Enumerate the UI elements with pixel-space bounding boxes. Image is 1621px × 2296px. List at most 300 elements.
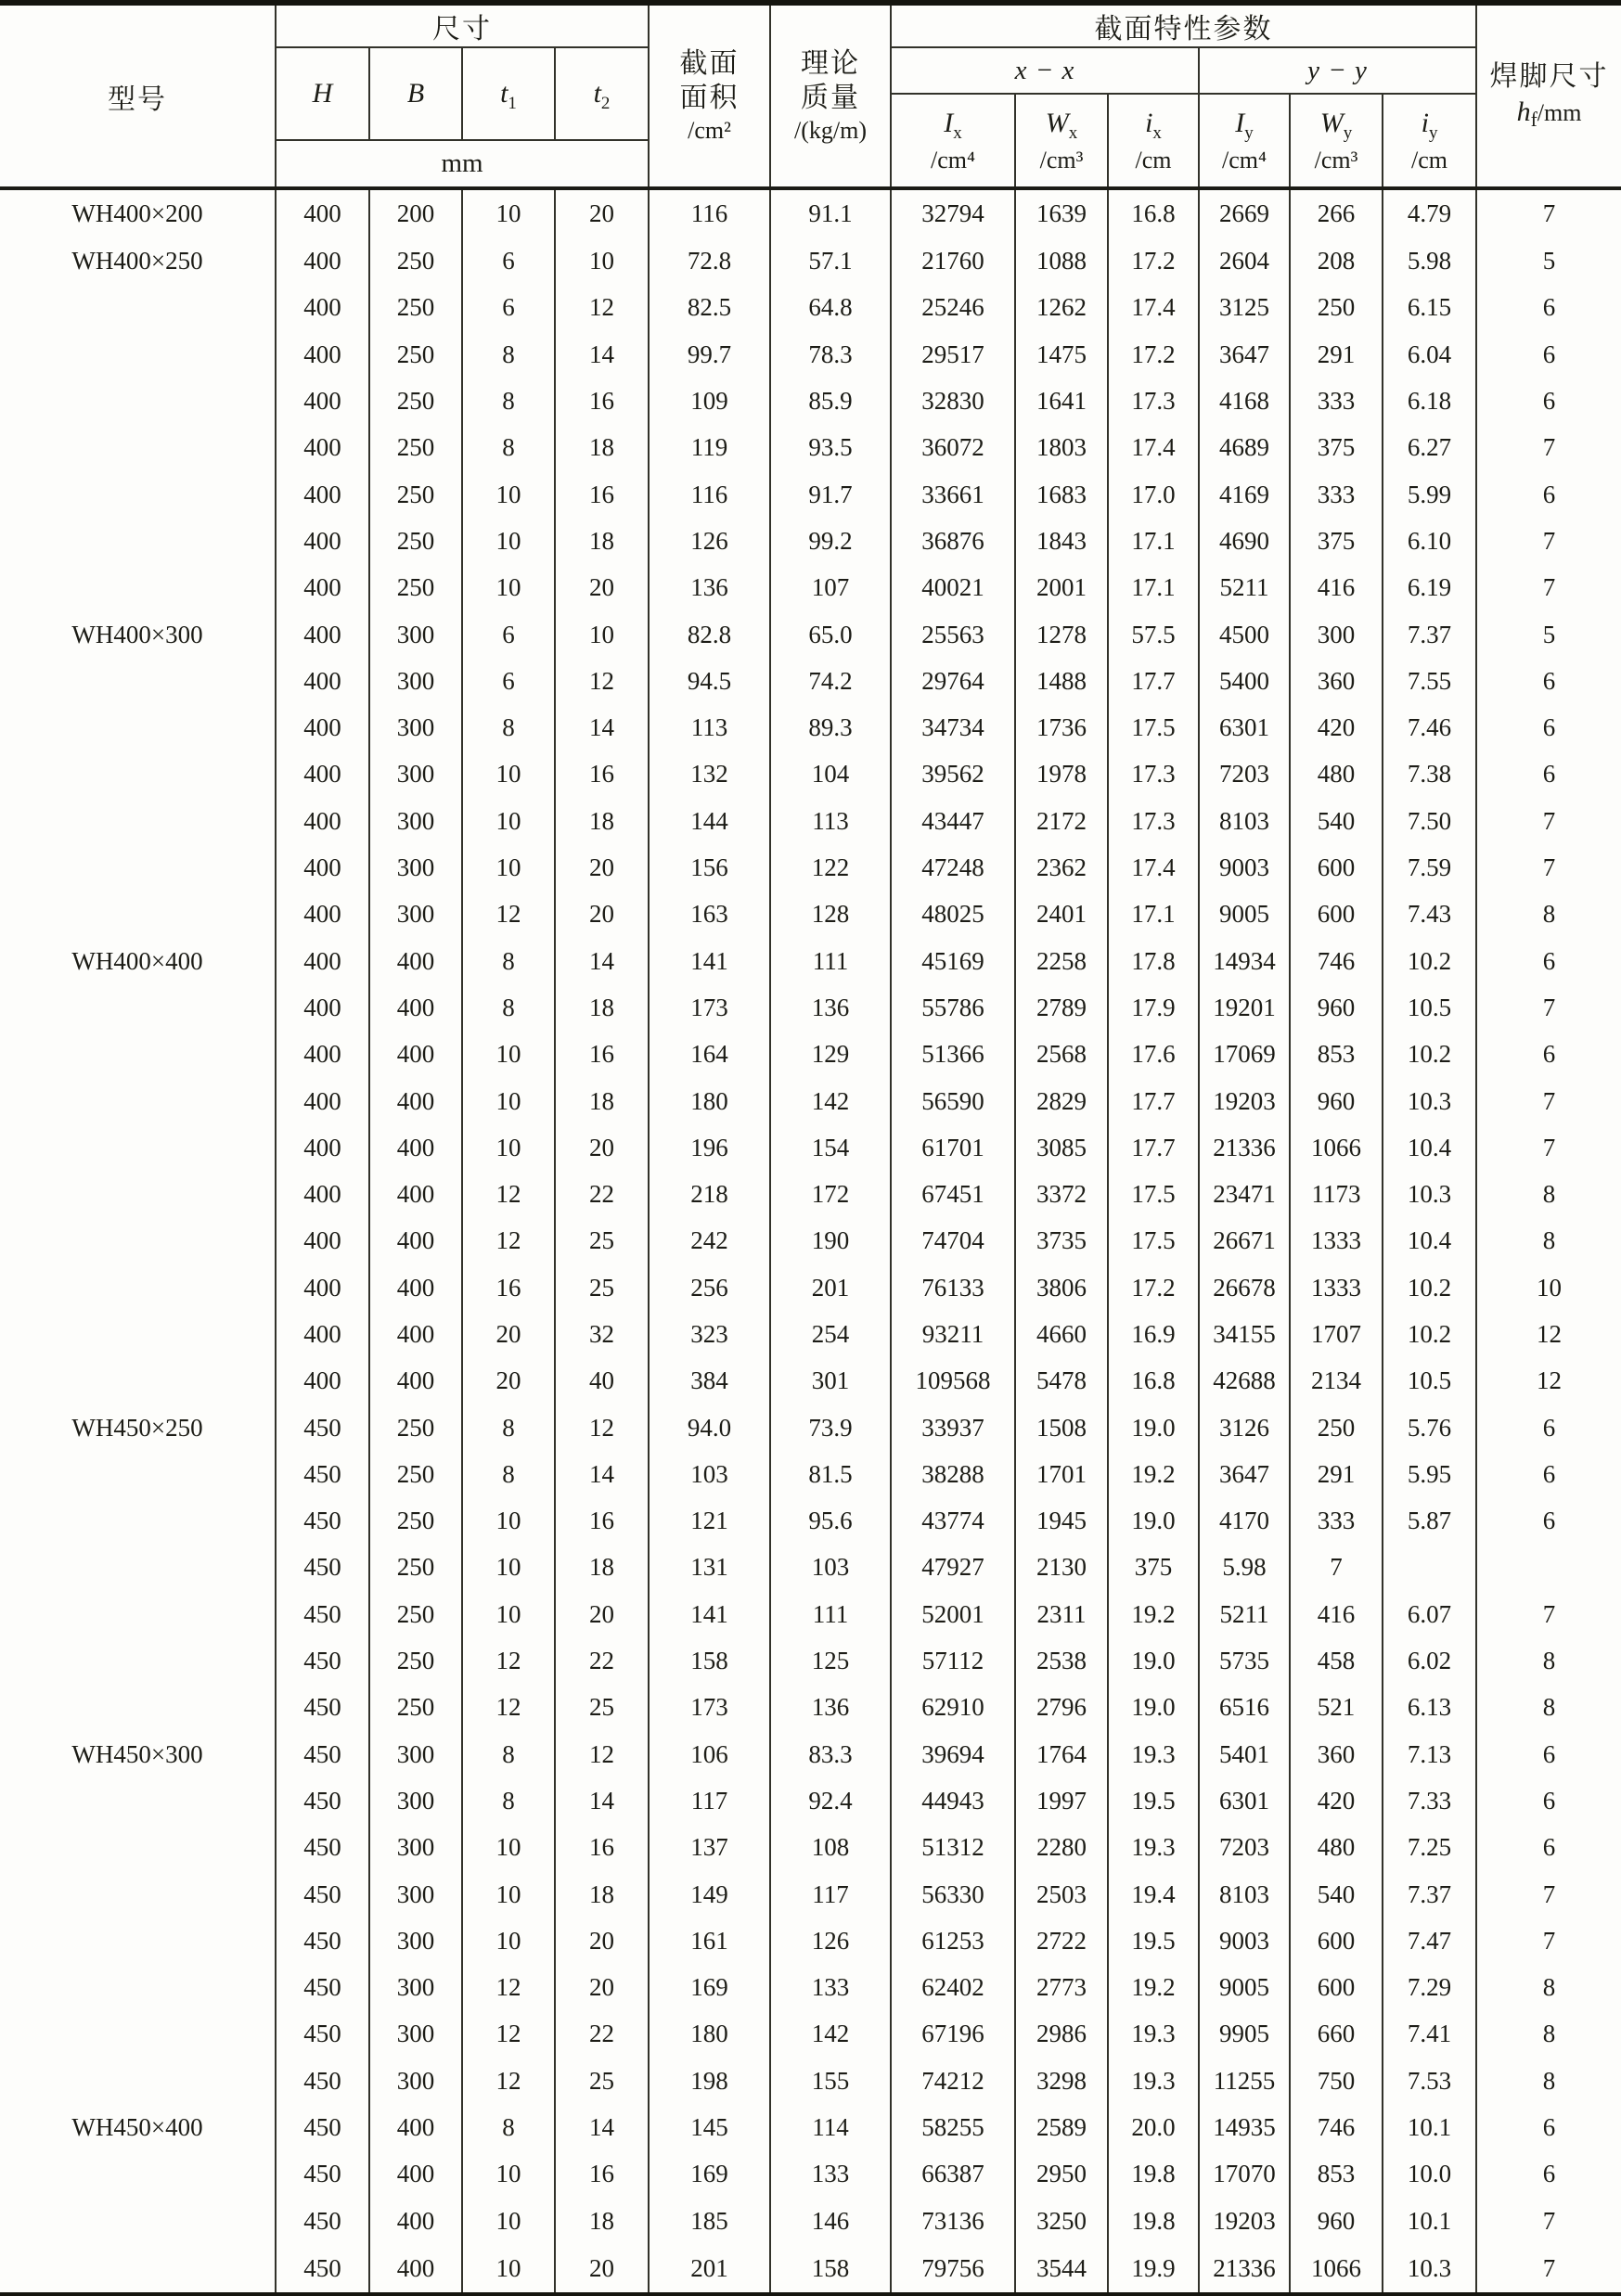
cell-t1: 8 bbox=[462, 938, 555, 984]
cell-Wy: 250 bbox=[1290, 1405, 1383, 1451]
cell-t1: 10 bbox=[462, 1545, 555, 1591]
cell-Iy: 5.98 bbox=[1199, 1545, 1290, 1591]
cell-t2: 20 bbox=[555, 1965, 649, 2011]
cell-Wx: 1978 bbox=[1015, 751, 1108, 798]
cell-mass: 142 bbox=[770, 2011, 891, 2058]
table-row bbox=[0, 425, 1621, 471]
cell-Iy: 17069 bbox=[1199, 1032, 1290, 1078]
cell-ix: 17.1 bbox=[1108, 518, 1199, 564]
cell-mass: 104 bbox=[770, 751, 891, 798]
cell-B: 400 bbox=[369, 2104, 462, 2150]
cell-Ix: 39694 bbox=[891, 1731, 1015, 1777]
cell-Iy: 4689 bbox=[1199, 425, 1290, 471]
cell-Iy: 6301 bbox=[1199, 1777, 1290, 1824]
cell-mass: 107 bbox=[770, 565, 891, 611]
cell-Iy: 2604 bbox=[1199, 238, 1290, 285]
cell-ix: 17.3 bbox=[1108, 751, 1199, 798]
cell-Wx: 2538 bbox=[1015, 1637, 1108, 1684]
cell-mass: 254 bbox=[770, 1311, 891, 1357]
cell-area: 384 bbox=[649, 1358, 770, 1405]
cell-mass: 65.0 bbox=[770, 611, 891, 658]
cell-mass: 301 bbox=[770, 1358, 891, 1405]
cell-ix: 17.2 bbox=[1108, 1264, 1199, 1311]
cell-iy: 10.2 bbox=[1383, 1264, 1476, 1311]
cell-Iy: 9005 bbox=[1199, 891, 1290, 938]
cell-t2: 20 bbox=[555, 844, 649, 891]
cell-iy: 5.87 bbox=[1383, 1498, 1476, 1545]
cell-model bbox=[0, 1498, 276, 1545]
cell-hf: 6 bbox=[1542, 2160, 1556, 2188]
cell-t1: 12 bbox=[462, 1965, 555, 2011]
cell-B: 300 bbox=[369, 1777, 462, 1824]
cell-area: 82.8 bbox=[649, 611, 770, 658]
cell-iy: 7.47 bbox=[1383, 1918, 1476, 1964]
cell-t2: 22 bbox=[555, 2011, 649, 2058]
cell-model bbox=[0, 1311, 276, 1357]
cell-mass: 91.1 bbox=[770, 188, 891, 238]
table-row bbox=[0, 565, 1621, 611]
cell-mass: 201 bbox=[770, 1264, 891, 1311]
cell-Iy: 4170 bbox=[1199, 1498, 1290, 1545]
col-group-dimensions: 尺寸 bbox=[276, 3, 649, 47]
cell-Wx: 2796 bbox=[1015, 1685, 1108, 1731]
cell-iy: 5.99 bbox=[1383, 471, 1476, 518]
table-row bbox=[0, 1171, 1621, 1217]
cell-H: 400 bbox=[276, 188, 369, 238]
cell-hf: 8 bbox=[1542, 1180, 1556, 1209]
cell-t2: 20 bbox=[555, 891, 649, 938]
cell-Wx: 1736 bbox=[1015, 705, 1108, 751]
cell-B: 300 bbox=[369, 1731, 462, 1777]
cell-ix: 16.9 bbox=[1108, 1311, 1199, 1357]
cell-hf: 6 bbox=[1542, 340, 1556, 368]
cell-area: 156 bbox=[649, 844, 770, 891]
cell-B: 250 bbox=[369, 1637, 462, 1684]
cell-Ix: 51366 bbox=[891, 1032, 1015, 1078]
cell-Ix: 44943 bbox=[891, 1777, 1015, 1824]
table-row bbox=[0, 1918, 1621, 1964]
cell-Iy: 8103 bbox=[1199, 1871, 1290, 1918]
table-row bbox=[0, 891, 1621, 938]
cell-iy: 6.07 bbox=[1383, 1591, 1476, 1637]
cell-iy bbox=[1383, 1545, 1476, 1591]
cell-H: 450 bbox=[276, 1825, 369, 1871]
cell-Iy: 19203 bbox=[1199, 2198, 1290, 2244]
cell-hf: 6 bbox=[1542, 2113, 1556, 2142]
cell-Ix: 109568 bbox=[891, 1358, 1015, 1405]
cell-model bbox=[0, 751, 276, 798]
cell-ix: 16.8 bbox=[1108, 188, 1199, 238]
cell-t2: 12 bbox=[555, 658, 649, 704]
cell-Ix: 56330 bbox=[891, 1871, 1015, 1918]
cell-Wx: 1641 bbox=[1015, 378, 1108, 424]
cell-Wx: 1683 bbox=[1015, 471, 1108, 518]
cell-t2: 14 bbox=[555, 705, 649, 751]
cell-model bbox=[0, 471, 276, 518]
cell-t1: 10 bbox=[462, 798, 555, 844]
table-row bbox=[0, 798, 1621, 844]
cell-area: 94.0 bbox=[649, 1405, 770, 1451]
cell-iy: 6.04 bbox=[1383, 331, 1476, 378]
cell-mass: 172 bbox=[770, 1171, 891, 1217]
cell-mass: 73.9 bbox=[770, 1405, 891, 1451]
cell-ix: 17.5 bbox=[1108, 705, 1199, 751]
area-unit: /cm² bbox=[688, 116, 731, 144]
cell-Wx: 2280 bbox=[1015, 1825, 1108, 1871]
cell-Wy: 300 bbox=[1290, 611, 1383, 658]
cell-area: 242 bbox=[649, 1218, 770, 1264]
cell-t2: 14 bbox=[555, 1451, 649, 1497]
cell-mass: 125 bbox=[770, 1637, 891, 1684]
cell-Ix: 61701 bbox=[891, 1124, 1015, 1171]
col-header-Wy: $W_y$ /cm³ bbox=[1290, 94, 1383, 188]
cell-B: 400 bbox=[369, 1311, 462, 1357]
cell-t2: 25 bbox=[555, 1264, 649, 1311]
cell-model bbox=[0, 1032, 276, 1078]
table-row bbox=[0, 751, 1621, 798]
cell-model bbox=[0, 2151, 276, 2198]
cell-Iy: 4690 bbox=[1199, 518, 1290, 564]
cell-model bbox=[0, 331, 276, 378]
cell-H: 400 bbox=[276, 1032, 369, 1078]
cell-t2: 12 bbox=[555, 1731, 649, 1777]
cell-Ix: 48025 bbox=[891, 891, 1015, 938]
cell-model bbox=[0, 1965, 276, 2011]
cell-iy: 7.13 bbox=[1383, 1731, 1476, 1777]
cell-hf: 6 bbox=[1542, 666, 1556, 695]
cell-ix: 19.3 bbox=[1108, 1825, 1199, 1871]
cell-ix: 17.5 bbox=[1108, 1171, 1199, 1217]
cell-mass: 126 bbox=[770, 1918, 891, 1964]
col-header-Wx: $W_x$ /cm³ bbox=[1015, 94, 1108, 188]
cell-Wx: 1701 bbox=[1015, 1451, 1108, 1497]
cell-hf: 6 bbox=[1542, 760, 1556, 789]
cell-t2: 14 bbox=[555, 331, 649, 378]
cell-hf: 6 bbox=[1542, 946, 1556, 975]
cell-model bbox=[0, 1825, 276, 1871]
cell-area: 173 bbox=[649, 984, 770, 1031]
cell-Wx: 2311 bbox=[1015, 1591, 1108, 1637]
cell-H: 400 bbox=[276, 1078, 369, 1124]
cell-t2: 32 bbox=[555, 1311, 649, 1357]
cell-Wx: 2503 bbox=[1015, 1871, 1108, 1918]
cell-B: 300 bbox=[369, 611, 462, 658]
cell-H: 450 bbox=[276, 2151, 369, 2198]
cell-Wx: 5478 bbox=[1015, 1358, 1108, 1405]
mass-unit: /(kg/m) bbox=[794, 116, 867, 144]
cell-area: 180 bbox=[649, 2011, 770, 2058]
cell-model bbox=[0, 1545, 276, 1591]
cell-t1: 10 bbox=[462, 2244, 555, 2294]
cell-Wx: 2001 bbox=[1015, 565, 1108, 611]
cell-hf: 8 bbox=[1542, 2020, 1556, 2048]
cell-Wx: 3806 bbox=[1015, 1264, 1108, 1311]
cell-Ix: 67196 bbox=[891, 2011, 1015, 2058]
cell-B: 400 bbox=[369, 2198, 462, 2244]
cell-Ix: 36876 bbox=[891, 518, 1015, 564]
cell-B: 400 bbox=[369, 1124, 462, 1171]
cell-model bbox=[0, 2011, 276, 2058]
cell-t2: 10 bbox=[555, 611, 649, 658]
cell-Iy: 5211 bbox=[1199, 565, 1290, 611]
cell-Wx: 3298 bbox=[1015, 2058, 1108, 2104]
cell-model bbox=[0, 1591, 276, 1637]
cell-model bbox=[0, 1451, 276, 1497]
area-label-line2: 面积 bbox=[679, 83, 740, 114]
cell-H: 400 bbox=[276, 798, 369, 844]
cell-Wx: 2722 bbox=[1015, 1918, 1108, 1964]
cell-t2: 18 bbox=[555, 798, 649, 844]
cell-ix: 19.2 bbox=[1108, 1451, 1199, 1497]
table-row bbox=[0, 1264, 1621, 1311]
cell-iy: 6.18 bbox=[1383, 378, 1476, 424]
cell-Wy: 333 bbox=[1290, 471, 1383, 518]
cell-ix: 19.0 bbox=[1108, 1498, 1199, 1545]
cell-B: 400 bbox=[369, 1264, 462, 1311]
cell-model: WH400×250 bbox=[0, 238, 276, 285]
cell-hf: 8 bbox=[1542, 1973, 1556, 2002]
cell-ix: 19.3 bbox=[1108, 2058, 1199, 2104]
cell-Iy: 9005 bbox=[1199, 1965, 1290, 2011]
cell-iy: 7.50 bbox=[1383, 798, 1476, 844]
cell-B: 250 bbox=[369, 331, 462, 378]
cell-mass: 158 bbox=[770, 2244, 891, 2294]
cell-iy: 7.37 bbox=[1383, 1871, 1476, 1918]
cell-Wx: 3250 bbox=[1015, 2198, 1108, 2244]
cell-Wx: 1508 bbox=[1015, 1405, 1108, 1451]
cell-B: 300 bbox=[369, 705, 462, 751]
col-group-axis-xx: x − x bbox=[891, 47, 1199, 94]
cell-area: 145 bbox=[649, 2104, 770, 2150]
cell-mass: 113 bbox=[770, 798, 891, 844]
cell-Wy: 458 bbox=[1290, 1637, 1383, 1684]
cell-model bbox=[0, 1871, 276, 1918]
table-row bbox=[0, 1078, 1621, 1124]
cell-Iy: 6301 bbox=[1199, 705, 1290, 751]
cell-H: 400 bbox=[276, 378, 369, 424]
cell-hf: 6 bbox=[1542, 480, 1556, 508]
table-row bbox=[0, 844, 1621, 891]
cell-ix: 19.3 bbox=[1108, 2011, 1199, 2058]
cell-Wy: 1333 bbox=[1290, 1218, 1383, 1264]
cell-ix: 19.0 bbox=[1108, 1405, 1199, 1451]
cell-model bbox=[0, 1264, 276, 1311]
cell-hf: 7 bbox=[1542, 1879, 1556, 1908]
cell-H: 450 bbox=[276, 2011, 369, 2058]
cell-H: 400 bbox=[276, 658, 369, 704]
cell-B: 250 bbox=[369, 378, 462, 424]
cell-iy: 7.41 bbox=[1383, 2011, 1476, 2058]
cell-t2: 25 bbox=[555, 2058, 649, 2104]
cell-hf: 8 bbox=[1542, 900, 1556, 929]
cell-H: 450 bbox=[276, 1871, 369, 1918]
cell-ix: 17.2 bbox=[1108, 238, 1199, 285]
cell-area: 117 bbox=[649, 1777, 770, 1824]
cell-Ix: 58255 bbox=[891, 2104, 1015, 2150]
cell-t2: 20 bbox=[555, 1591, 649, 1637]
cell-ix: 17.2 bbox=[1108, 331, 1199, 378]
cell-Wy: 291 bbox=[1290, 331, 1383, 378]
table-row bbox=[0, 984, 1621, 1031]
cell-hf: 7 bbox=[1542, 1086, 1556, 1115]
cell-Wy: 333 bbox=[1290, 1498, 1383, 1545]
cell-mass: 122 bbox=[770, 844, 891, 891]
cell-t2: 14 bbox=[555, 1777, 649, 1824]
cell-model bbox=[0, 1171, 276, 1217]
cell-Wy: 416 bbox=[1290, 565, 1383, 611]
cell-model: WH400×400 bbox=[0, 938, 276, 984]
cell-Ix: 66387 bbox=[891, 2151, 1015, 2198]
cell-area: 94.5 bbox=[649, 658, 770, 704]
cell-ix: 17.4 bbox=[1108, 844, 1199, 891]
cell-hf: 7 bbox=[1542, 526, 1556, 555]
cell-model bbox=[0, 2198, 276, 2244]
cell-Wy: 521 bbox=[1290, 1685, 1383, 1731]
cell-mass: 190 bbox=[770, 1218, 891, 1264]
cell-t2: 20 bbox=[555, 1124, 649, 1171]
table-row bbox=[0, 938, 1621, 984]
col-header-weld-size bbox=[1476, 3, 1621, 188]
cell-t1: 10 bbox=[462, 471, 555, 518]
cell-hf: 7 bbox=[1542, 1599, 1556, 1628]
cell-t1: 10 bbox=[462, 188, 555, 238]
cell-t1: 12 bbox=[462, 2058, 555, 2104]
cell-Iy: 17070 bbox=[1199, 2151, 1290, 2198]
cell-iy: 7.29 bbox=[1383, 1965, 1476, 2011]
cell-Ix: 57112 bbox=[891, 1637, 1015, 1684]
cell-B: 400 bbox=[369, 1218, 462, 1264]
table-body bbox=[0, 188, 1621, 2294]
cell-mass: 155 bbox=[770, 2058, 891, 2104]
table-row bbox=[0, 1777, 1621, 1824]
cell-t1: 12 bbox=[462, 2011, 555, 2058]
cell-model bbox=[0, 1637, 276, 1684]
cell-t2: 16 bbox=[555, 751, 649, 798]
cell-iy: 7.59 bbox=[1383, 844, 1476, 891]
cell-Ix: 21760 bbox=[891, 238, 1015, 285]
cell-B: 300 bbox=[369, 798, 462, 844]
cell-mass: 91.7 bbox=[770, 471, 891, 518]
cell-model bbox=[0, 1358, 276, 1405]
cell-area: 126 bbox=[649, 518, 770, 564]
cell-H: 450 bbox=[276, 1498, 369, 1545]
cell-ix: 19.3 bbox=[1108, 1731, 1199, 1777]
cell-B: 300 bbox=[369, 658, 462, 704]
cell-iy: 7.37 bbox=[1383, 611, 1476, 658]
cell-model: WH450×400 bbox=[0, 2104, 276, 2150]
cell-Wx: 1488 bbox=[1015, 658, 1108, 704]
cell-B: 400 bbox=[369, 1078, 462, 1124]
cell-model bbox=[0, 658, 276, 704]
cell-t2: 22 bbox=[555, 1637, 649, 1684]
cell-t2: 18 bbox=[555, 1871, 649, 1918]
cell-mass: 136 bbox=[770, 984, 891, 1031]
cell-Wx: 1843 bbox=[1015, 518, 1108, 564]
cell-model bbox=[0, 891, 276, 938]
cell-ix: 19.8 bbox=[1108, 2151, 1199, 2198]
cell-hf: 6 bbox=[1542, 1413, 1556, 1442]
cell-mass: 114 bbox=[770, 2104, 891, 2150]
cell-hf: 7 bbox=[1542, 993, 1556, 1021]
cell-iy: 7.25 bbox=[1383, 1825, 1476, 1871]
cell-area: 121 bbox=[649, 1498, 770, 1545]
cell-B: 400 bbox=[369, 1171, 462, 1217]
cell-H: 400 bbox=[276, 984, 369, 1031]
cell-iy: 7.38 bbox=[1383, 751, 1476, 798]
cell-B: 250 bbox=[369, 565, 462, 611]
cell-Wy: 266 bbox=[1290, 188, 1383, 238]
cell-Wy: 540 bbox=[1290, 1871, 1383, 1918]
cell-H: 450 bbox=[276, 1637, 369, 1684]
table-row bbox=[0, 2104, 1621, 2150]
cell-model: WH400×300 bbox=[0, 611, 276, 658]
cell-t1: 20 bbox=[462, 1358, 555, 1405]
cell-B: 250 bbox=[369, 1685, 462, 1731]
cell-model: WH450×300 bbox=[0, 1731, 276, 1777]
table-row bbox=[0, 1311, 1621, 1357]
cell-Ix: 25246 bbox=[891, 285, 1015, 331]
cell-t2: 20 bbox=[555, 1918, 649, 1964]
cell-Ix: 62910 bbox=[891, 1685, 1015, 1731]
cell-Wy: 750 bbox=[1290, 2058, 1383, 2104]
cell-Ix: 47927 bbox=[891, 1545, 1015, 1591]
cell-area: 180 bbox=[649, 1078, 770, 1124]
cell-Wy: 333 bbox=[1290, 378, 1383, 424]
cell-area: 144 bbox=[649, 798, 770, 844]
cell-H: 450 bbox=[276, 1451, 369, 1497]
cell-Ix: 47248 bbox=[891, 844, 1015, 891]
cell-Wx: 2362 bbox=[1015, 844, 1108, 891]
cell-t1: 10 bbox=[462, 1591, 555, 1637]
cell-iy: 10.5 bbox=[1383, 984, 1476, 1031]
table-row bbox=[0, 238, 1621, 285]
cell-t1: 10 bbox=[462, 844, 555, 891]
cell-Iy: 6516 bbox=[1199, 1685, 1290, 1731]
cell-Iy: 2669 bbox=[1199, 188, 1290, 238]
cell-area: 141 bbox=[649, 938, 770, 984]
cell-Iy: 3647 bbox=[1199, 331, 1290, 378]
cell-H: 400 bbox=[276, 1358, 369, 1405]
cell-ix: 17.1 bbox=[1108, 565, 1199, 611]
cell-B: 400 bbox=[369, 2151, 462, 2198]
cell-iy: 5.98 bbox=[1383, 238, 1476, 285]
cell-t2: 12 bbox=[555, 285, 649, 331]
cell-mass: 129 bbox=[770, 1032, 891, 1078]
cell-Wy: 853 bbox=[1290, 2151, 1383, 2198]
cell-ix: 19.4 bbox=[1108, 1871, 1199, 1918]
cell-Wx: 3372 bbox=[1015, 1171, 1108, 1217]
cell-hf: 6 bbox=[1542, 1040, 1556, 1069]
cell-t2: 18 bbox=[555, 1078, 649, 1124]
cell-B: 400 bbox=[369, 984, 462, 1031]
cell-H: 450 bbox=[276, 1965, 369, 2011]
cell-Iy: 19203 bbox=[1199, 1078, 1290, 1124]
cell-Wy: 1173 bbox=[1290, 1171, 1383, 1217]
cell-B: 200 bbox=[369, 188, 462, 238]
cell-H: 400 bbox=[276, 751, 369, 798]
table-row bbox=[0, 2058, 1621, 2104]
cell-Ix: 39562 bbox=[891, 751, 1015, 798]
cell-H: 450 bbox=[276, 2244, 369, 2294]
cell-H: 400 bbox=[276, 705, 369, 751]
cell-hf: 6 bbox=[1542, 1786, 1556, 1815]
col-group-axis-yy: y − y bbox=[1199, 47, 1476, 94]
cell-H: 400 bbox=[276, 425, 369, 471]
cell-Iy: 9003 bbox=[1199, 1918, 1290, 1964]
cell-hf: 6 bbox=[1542, 1507, 1556, 1535]
cell-t1: 8 bbox=[462, 984, 555, 1031]
cell-Ix: 43774 bbox=[891, 1498, 1015, 1545]
